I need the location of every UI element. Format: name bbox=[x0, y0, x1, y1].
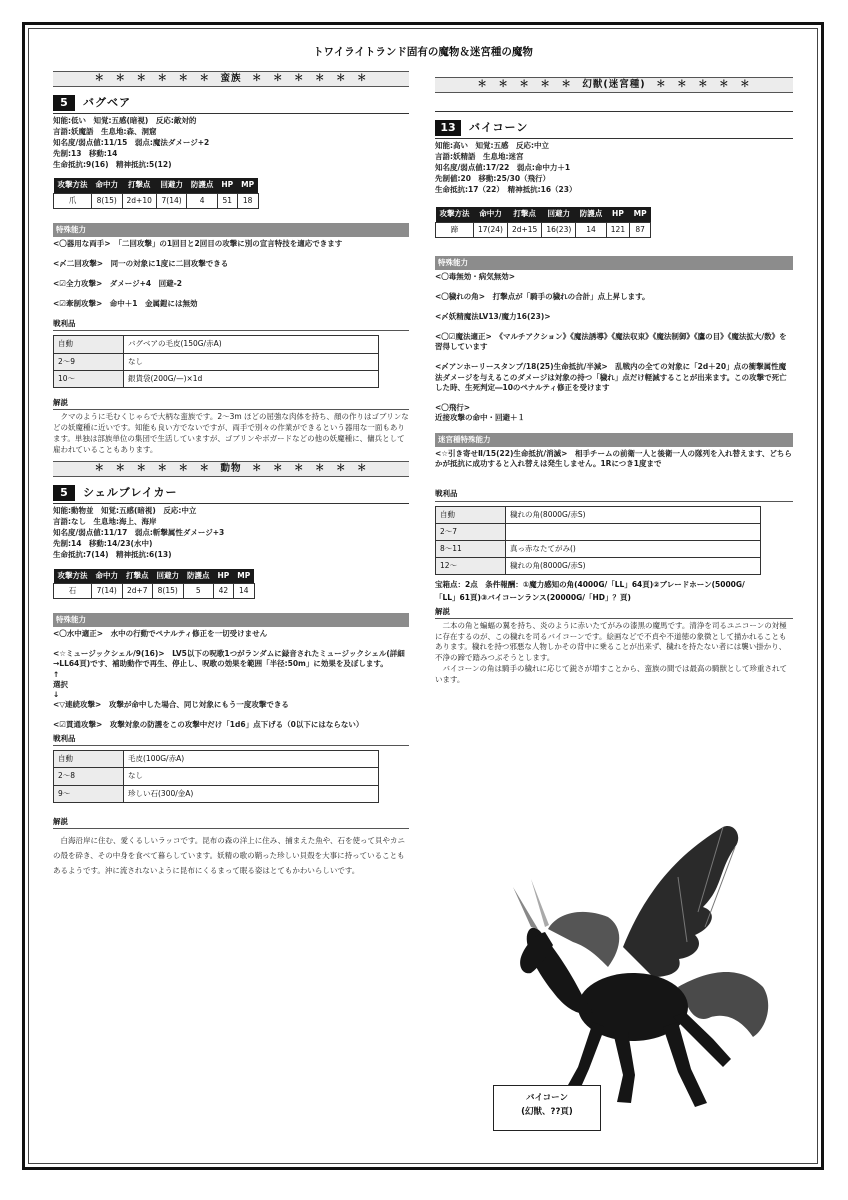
caption-subtitle: (幻獣、??頁) bbox=[521, 1106, 573, 1117]
section-bar-special: 特殊能力 bbox=[53, 613, 409, 627]
bicorn-leg bbox=[568, 1022, 605, 1087]
stat-line: 先制:13 移動:14 bbox=[53, 148, 118, 158]
loot-item: なし bbox=[124, 353, 379, 370]
loot-roll: 自動 bbox=[54, 751, 124, 768]
ability-text: <☑貫通攻撃> 攻撃対象の防護をこの攻撃中だけ「1d6」点下げる（0以下にはならない） bbox=[53, 720, 364, 729]
attack-table bbox=[435, 207, 651, 237]
stat-line: 知名度/弱点値:11/17 弱点:斬撃属性ダメージ+3 bbox=[53, 528, 225, 538]
table-row bbox=[54, 751, 379, 768]
table-row bbox=[436, 540, 761, 557]
stat-lines bbox=[53, 116, 409, 170]
description-heading: 解説 bbox=[53, 398, 409, 410]
bicorn-horn bbox=[513, 887, 538, 929]
attack-cell: 石 bbox=[54, 583, 92, 598]
table-row bbox=[54, 370, 379, 387]
level-badge: 13 bbox=[435, 120, 461, 136]
table-row bbox=[54, 353, 379, 370]
loot-roll: 10～ bbox=[54, 370, 124, 387]
attack-header: HP bbox=[214, 569, 234, 584]
page-title: トワイライトランド固有の魔物＆迷宮種の魔物 bbox=[313, 46, 533, 58]
loot-heading: 戦利品 bbox=[435, 489, 793, 501]
stat-line: 知名度/弱点値:17/22 弱点:命中力＋1 bbox=[435, 162, 571, 172]
loot-item: 穢れの角(8000G/赤S) bbox=[506, 557, 761, 574]
attack-cell: 蹄 bbox=[436, 222, 474, 237]
loot-roll: 2～8 bbox=[54, 768, 124, 785]
attack-cell: 16(23) bbox=[542, 222, 576, 237]
ability-text: <☆ミュージックシェル/9(16)> LV5以下の呪歌1つがランダムに録音されたミュージックシェル(詳細→LL64頁)です、補助動作で再生、停止し、呪歌の効果を範囲「半径:50m」に効果を及ぼします。 bbox=[53, 649, 405, 669]
section-bar-labyrinth: 迷宮種特殊能力 bbox=[435, 433, 793, 447]
stat-line: 生命抵抗:17（22） 精神抵抗:16（23） bbox=[435, 184, 577, 194]
stat-line: 知能:高い 知覚:五感 反応:中立 bbox=[435, 141, 549, 150]
attack-cell: 51 bbox=[217, 193, 237, 208]
select-label: 選択 bbox=[53, 679, 68, 689]
monster-header bbox=[53, 485, 409, 504]
description bbox=[53, 833, 409, 878]
monster-name: バイコーン bbox=[469, 120, 529, 134]
level-badge: 5 bbox=[53, 485, 75, 501]
attack-header: 攻撃方法 bbox=[436, 207, 474, 222]
loot-heading: 戦利品 bbox=[53, 319, 409, 331]
right-column bbox=[435, 71, 793, 686]
table-row bbox=[436, 523, 761, 540]
attack-header: 回避力 bbox=[153, 569, 184, 584]
description-heading: 解説 bbox=[435, 607, 793, 619]
ability-text: <〇毒無効・病気無効> bbox=[435, 271, 516, 281]
treasure-conditions bbox=[435, 579, 793, 605]
attack-header: HP bbox=[606, 207, 629, 222]
description bbox=[53, 412, 409, 456]
loot-item: 穢れの角(8000G/赤S) bbox=[506, 506, 761, 523]
stat-line: 言語:なし 生息地:海上、海岸 bbox=[53, 517, 157, 527]
stat-line: 知能:動物並 知覚:五感(暗視) 反応:中立 bbox=[53, 506, 197, 516]
monster-name: シェルブレイカー bbox=[83, 485, 178, 499]
loot-heading: 戦利品 bbox=[53, 734, 409, 746]
attack-header: MP bbox=[630, 207, 651, 222]
attack-header: 打撃点 bbox=[122, 178, 156, 193]
attack-header: 攻撃方法 bbox=[54, 178, 92, 193]
attack-header: MP bbox=[233, 569, 254, 584]
stat-line: 言語:妖精語 生息地:迷宮 bbox=[435, 151, 524, 161]
monster-block-bicorn bbox=[435, 120, 793, 686]
attack-table bbox=[53, 178, 259, 208]
monster-block-bugbear bbox=[53, 95, 409, 455]
loot-item: 銀貨袋(200G/—)×1d bbox=[124, 370, 379, 387]
monster-header bbox=[53, 95, 409, 114]
monster-header bbox=[435, 120, 793, 139]
ability-text: <〇穢れの角> 打撃点が「騎手の穢れの合計」点上昇します。 bbox=[435, 291, 650, 301]
page-frame bbox=[22, 22, 824, 1170]
attack-cell: 2d+15 bbox=[507, 222, 541, 237]
ability-text: <☑牽制攻撃> 命中＋1 金属鎧には無効 bbox=[53, 299, 198, 309]
category-banner-animal: ＊ ＊ ＊ ＊ ＊ ＊ 動物 ＊ ＊ ＊ ＊ ＊ ＊ bbox=[53, 461, 409, 477]
stat-line: 生命抵抗:9(16) 精神抵抗:5(12) bbox=[53, 159, 172, 169]
ability-text: <〇飛行> 近接攻撃の命中・回避＋１ bbox=[435, 402, 525, 422]
loot-roll: 自動 bbox=[54, 336, 124, 353]
attack-table bbox=[53, 569, 255, 599]
stat-line: 先制:14 移動:14/23(水中) bbox=[53, 539, 153, 548]
attack-header: 攻撃方法 bbox=[54, 569, 92, 584]
table-row bbox=[436, 557, 761, 574]
ability-text: <▽連続攻撃> 攻撃が命中した場合、同じ対象にもう一度攻撃できる bbox=[53, 699, 289, 709]
attack-cell: 7(14) bbox=[156, 193, 187, 208]
description bbox=[435, 621, 793, 686]
arrow-down: ↓ bbox=[53, 689, 60, 699]
bicorn-horn bbox=[531, 879, 549, 927]
stat-line: 知名度/弱点値:11/15 弱点:魔法ダメージ+2 bbox=[53, 137, 210, 147]
ability-text: <〆アンホーリースタンプ/18(25)生命抵抗/半減> 乱戦内の全ての対象に「2d＋20」点の衝撃属性魔法ダメージを与えるこのダメージは対象の持つ「穢れ」点だけ軽減することが出来ます。この攻撃で死亡した時、生死判定―10のペナルティ修正を受けます bbox=[435, 362, 787, 392]
attack-header: 回避力 bbox=[542, 207, 576, 222]
attack-header: 命中力 bbox=[474, 207, 508, 222]
attack-header: 防護点 bbox=[183, 569, 214, 584]
attack-cell: 8(15) bbox=[153, 583, 184, 598]
attack-cell: 2d+10 bbox=[122, 193, 156, 208]
stat-line: 先制値:20 移動:25/30（飛行） bbox=[435, 173, 551, 183]
level-badge: 5 bbox=[53, 95, 75, 111]
ability-text: <〇水中適正> 水中の行動でペナルティ修正を一切受けません bbox=[53, 629, 268, 639]
ability-text: <〇器用な両手> 「二回攻撃」の1回目と2回目の攻撃に別の宣言特技を適応できます bbox=[53, 238, 343, 248]
ability-text: <〆妖精魔法LV13/魔力16(23)> bbox=[435, 312, 551, 321]
attack-cell: 5 bbox=[183, 583, 214, 598]
attack-cell: 爪 bbox=[54, 193, 92, 208]
loot-item: 毛皮(100G/赤A) bbox=[124, 751, 379, 768]
attack-cell: 18 bbox=[237, 193, 258, 208]
attack-header: 防護点 bbox=[576, 207, 607, 222]
loot-item: 珍しい石(300/金A) bbox=[124, 785, 379, 802]
monster-name: バグベア bbox=[83, 95, 131, 109]
stat-lines bbox=[53, 506, 409, 560]
caption-title: バイコーン bbox=[526, 1093, 568, 1103]
attack-cell: 87 bbox=[630, 222, 651, 237]
ability-text: <☆引き寄せⅡ/15(22)生命抵抗/消滅> 相手チームの前衛一人と後衛一人の隊列を入れ替えます、どちらかが抵抗に成功すると入れ替えは発生しません。1Rにつき1度まで bbox=[435, 449, 792, 469]
left-column bbox=[53, 71, 409, 878]
loot-table bbox=[53, 750, 379, 802]
ability-text: <〆二回攻撃> 同一の対象に1度に二回攻撃できる bbox=[53, 258, 229, 268]
monster-block-shellbreaker bbox=[53, 485, 409, 877]
description-text: 二本の角と蝙蝠の翼を持ち、炎のように赤いたてがみの漆黒の魔馬です。清浄を司るユニコーンの対極に存在するのが、この穢れを司るバイコーンです。絵画などで不貞や不道徳の象徴として描かれることもあります。穢れを持つ邪悪な人物しかその背中に乗ることが出来ず、穢れを持たない者には襲い掛かり、不浄の蹄で踏みつぶそうとします。 bbox=[435, 620, 787, 663]
description-text: 白海沿岸に住む、愛くるしいラッコです。昆布の森の洋上に住み、捕まえた魚や、石を使って貝やカニの殻を砕き、その中身を食べて暮らしています。妖精の歌の鞘った珍しい貝殻を大事に持っていることもあるようです。沖に流されないように昆布にくるまって眠る姿はとてもかわいらしいです。 bbox=[53, 835, 406, 875]
loot-roll: 2～9 bbox=[54, 353, 124, 370]
loot-item: 真っ赤なたてがみ() bbox=[506, 540, 761, 557]
loot-item: バグベアの毛皮(150G/赤A) bbox=[124, 336, 379, 353]
attack-header: 命中力 bbox=[92, 178, 123, 193]
arrow-up: ↑ bbox=[53, 669, 60, 679]
loot-item: なし bbox=[124, 768, 379, 785]
description-text: クマのように毛むくじゃらで大柄な蛮族です。2～3m ほどの屈強な肉体を持ち、顔の作りはゴブリンなどの妖魔種に近いです。知能も良い方でないですが、両手で別々の作業ができるという器用な一面もあります。単独は部族単位の集団で生活していますが、ゴブリンやボガードなどの他の妖魔種に、傭兵として雇われていることもあります。 bbox=[53, 411, 409, 454]
attack-header: 命中力 bbox=[92, 569, 123, 584]
attack-cell: 2d+7 bbox=[122, 583, 153, 598]
description-heading: 解説 bbox=[53, 817, 409, 829]
attack-header: 打撃点 bbox=[122, 569, 153, 584]
description-text: バイコーンの角は騎手の穢れに応じて鋭さが増すことから、蛮族の間では最高の騎獣として珍重されています。 bbox=[435, 664, 788, 684]
attack-cell: 14 bbox=[233, 583, 254, 598]
stat-line: 知能:低い 知覚:五感(暗視) 反応:敵対的 bbox=[53, 116, 197, 125]
loot-roll: 9～ bbox=[54, 785, 124, 802]
loot-table bbox=[53, 335, 379, 387]
category-banner-barbarian: ＊ ＊ ＊ ＊ ＊ ＊ 蛮族 ＊ ＊ ＊ ＊ ＊ ＊ bbox=[53, 71, 409, 87]
attack-cell: 14 bbox=[576, 222, 607, 237]
loot-roll: 2～7 bbox=[436, 523, 506, 540]
illustration-caption bbox=[493, 1085, 601, 1131]
attack-header: HP bbox=[217, 178, 237, 193]
treasure-line: 宝箱点：2点 条件報酬：①魔力感知の角(4000G/「LL」64頁)②ブレードホーン(5000G/ bbox=[435, 580, 745, 589]
stat-line: 言語:妖魔語 生息地:森、洞窟 bbox=[53, 126, 157, 136]
loot-roll: 自動 bbox=[436, 506, 506, 523]
attack-cell: 121 bbox=[606, 222, 629, 237]
ability-text: <☑全力攻撃> ダメージ+4 回避-2 bbox=[53, 279, 182, 288]
section-bar-special: 特殊能力 bbox=[53, 223, 409, 237]
bicorn-leg bbox=[613, 1032, 635, 1103]
category-banner-phantom: ＊ ＊ ＊ ＊ ＊ 幻獣(迷宮種) ＊ ＊ ＊ ＊ ＊ bbox=[435, 77, 793, 93]
table-row bbox=[436, 506, 761, 523]
treasure-line: 「LL」61頁)③バイコーンランス(20000G/「HD」？頁) bbox=[435, 592, 631, 602]
section-bar-special: 特殊能力 bbox=[435, 256, 793, 270]
loot-roll: 12～ bbox=[436, 557, 506, 574]
attack-cell: 4 bbox=[187, 193, 218, 208]
table-row bbox=[54, 336, 379, 353]
attack-cell: 7(14) bbox=[92, 583, 123, 598]
attack-cell: 8(15) bbox=[92, 193, 123, 208]
ability-text: <〇☑魔法適正> 《マルチアクション》《魔法誘導》《魔法収束》《魔法制御》《鷹の目》《魔法拡大/数》を習得しています bbox=[435, 332, 787, 352]
attack-cell: 42 bbox=[214, 583, 234, 598]
stat-line: 生命抵抗:7(14) 精神抵抗:6(13) bbox=[53, 549, 172, 559]
loot-roll: 8～11 bbox=[436, 540, 506, 557]
stat-lines bbox=[435, 141, 793, 195]
attack-header: 防護点 bbox=[187, 178, 218, 193]
attack-header: MP bbox=[237, 178, 258, 193]
bicorn-wing bbox=[623, 826, 738, 977]
loot-table bbox=[435, 506, 761, 576]
divider bbox=[435, 111, 793, 112]
loot-item bbox=[506, 523, 761, 540]
table-row bbox=[54, 768, 379, 785]
attack-header: 回避力 bbox=[156, 178, 187, 193]
table-row bbox=[54, 785, 379, 802]
attack-cell: 17(24) bbox=[474, 222, 508, 237]
attack-header: 打撃点 bbox=[507, 207, 541, 222]
